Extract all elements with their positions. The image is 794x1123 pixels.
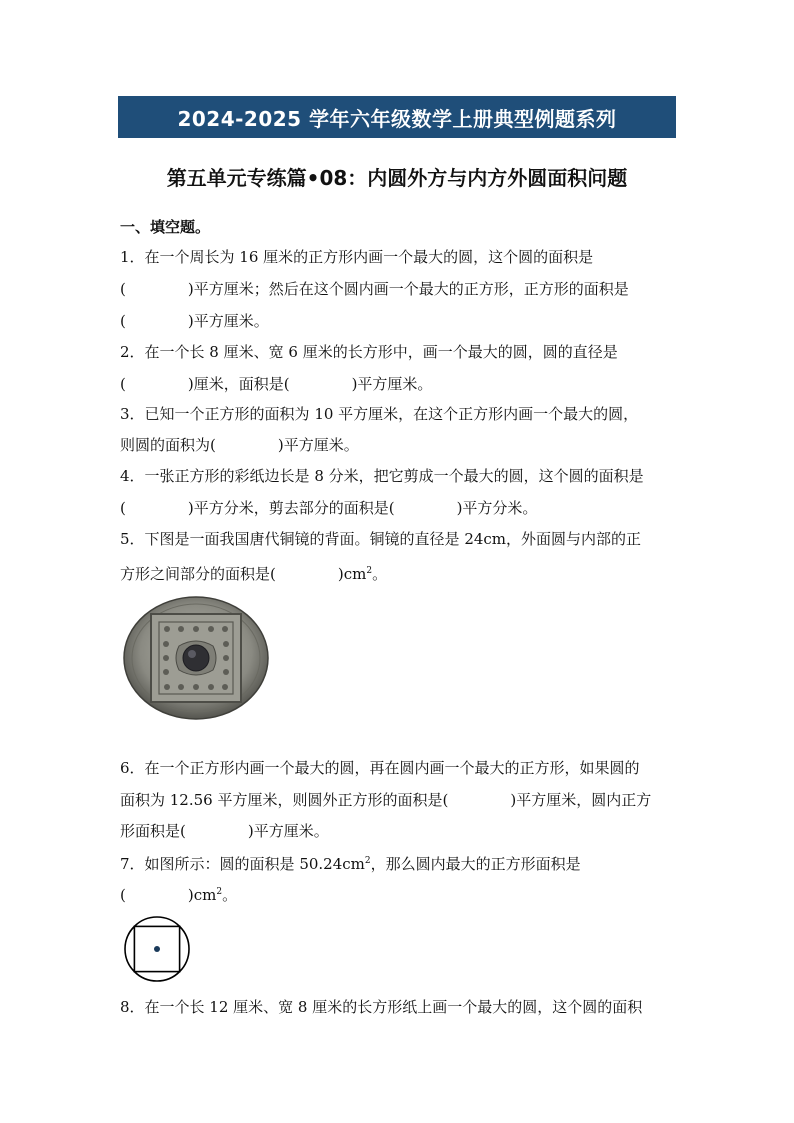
q1-line2: ( )平方厘米；然后在这个圆内画一个最大的正方形，正方形的面积是 bbox=[120, 280, 629, 298]
section-heading: 一、填空题。 bbox=[120, 218, 211, 236]
bronze-mirror-image bbox=[123, 596, 269, 720]
q1-line3: ( )平方厘米。 bbox=[120, 312, 269, 330]
page-subtitle: 第五单元专练篇•08：内圆外方与内方外圆面积问题 bbox=[166, 166, 628, 190]
circle-square-diagram bbox=[122, 914, 192, 984]
banner-title: 2024-2025 学年六年级数学上册典型例题系列 bbox=[177, 106, 617, 131]
q7-line1: 7．如图所示：圆的面积是 $50.24cm^2$，那么圆内最大的正方形面积是 bbox=[120, 855, 581, 873]
q4-line2: ( )平方分米，剪去部分的面积是( )平方分米。 bbox=[120, 499, 538, 517]
q6-line1: 6．在一个正方形内画一个最大的圆，再在圆内画一个最大的正方形，如果圆的 bbox=[120, 759, 640, 777]
q6-line2: 面积为 12.56 平方厘米，则圆外正方形的面积是( )平方厘米，圆内正方 bbox=[120, 791, 652, 809]
title-banner bbox=[118, 96, 676, 138]
q3-line2: 则圆的面积为( )平方厘米。 bbox=[120, 436, 359, 454]
q2-line2: ( )厘米，面积是( )平方厘米。 bbox=[120, 375, 433, 393]
q5-line1: 5．下图是一面我国唐代铜镜的背面。铜镜的直径是 24cm，外面圆与内部的正 bbox=[120, 530, 642, 548]
q1-line1: 1．在一个周长为 16 厘米的正方形内画一个最大的圆，这个圆的面积是 bbox=[120, 248, 594, 266]
q2-line1: 2．在一个长 8 厘米、宽 6 厘米的长方形中，画一个最大的圆，圆的直径是 bbox=[120, 343, 618, 361]
q7-line2: ( )$cm^2$。 bbox=[120, 886, 238, 904]
q8-line1: 8．在一个长 12 厘米、宽 8 厘米的长方形纸上画一个最大的圆，这个圆的面积 bbox=[120, 998, 643, 1016]
q6-line3: 形面积是( )平方厘米。 bbox=[120, 822, 329, 840]
q3-line1: 3．已知一个正方形的面积为 10 平方厘米，在这个正方形内画一个最大的圆， bbox=[120, 405, 639, 423]
q5-line2: 方形之间部分的面积是( )$cm^2$。 bbox=[120, 565, 388, 583]
q4-line1: 4．一张正方形的彩纸边长是 8 分米，把它剪成一个最大的圆，这个圆的面积是 bbox=[120, 467, 644, 485]
